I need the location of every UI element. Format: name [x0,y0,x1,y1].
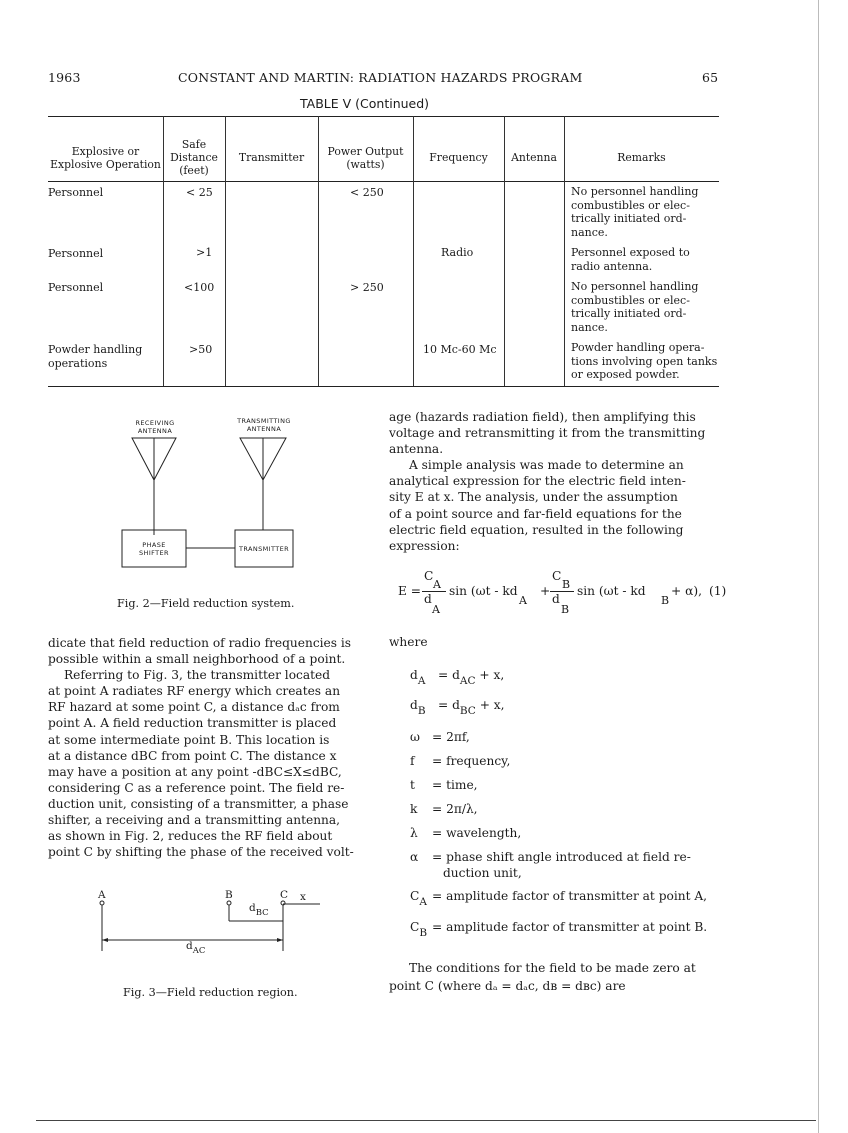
definition-lambda: λ = wavelength, [410,826,522,840]
cell-remarks: Personnel exposed to radio antenna. [571,246,690,273]
field-reduction-region-diagram [90,895,330,955]
right-scan-edge [818,0,819,1133]
eq-term2: sin (ωt - kd [577,584,646,598]
definition-k: k = 2π/λ, [410,802,478,816]
table-row [48,281,103,295]
header-frequency: Frequency [429,151,488,164]
cell-power: > 250 [350,281,384,294]
table-header-rule [48,181,719,182]
cell-distance: >50 [189,343,213,356]
definition-alpha-continued: duction unit, [443,866,522,880]
eq-number: (1) [709,584,727,598]
table-row [48,186,103,200]
header-power: Power Output (watts) [327,145,404,171]
right-column-text: age (hazards radiation field), then amplifying this voltage and retransmitting it from the transmitting antenna. A simple analysis was made to determine an analytical expression for the electric field inten- sity E at x. The analysis, under the assumption of a point source and far-field equations for the electric field equation, resulted in the following expression: [389,410,706,553]
running-title: CONSTANT AND MARTIN: RADIATION HAZARDS PROGRAM [178,70,583,85]
point-b-label: B [225,889,233,901]
definition-c-a: CA = amplitude factor of transmitter at point A, [410,889,708,908]
phase-shifter-label: PHASE SHIFTER [139,541,169,557]
cell-distance: <100 [184,281,215,294]
d-bc-label: $d_{BC}$ [249,902,269,918]
eq-db-sub: B [561,603,570,616]
cell-remarks: No personnel handling combustibles or elec- trically initiated ord- nance. [571,280,699,334]
cell-distance: >1 [196,246,213,259]
transmitting-antenna-label: TRANSMITTING ANTENNA [237,417,291,433]
eq-plus: + [540,584,551,598]
table-row [48,343,142,370]
header-transmitter: Transmitter [238,151,305,164]
point-c-label: C [280,889,289,901]
cell-power: < 250 [350,186,384,199]
where-label: where [389,635,428,649]
eq-da: d [424,592,432,606]
page-year: 1963 [48,70,81,85]
table-top-rule [48,116,719,117]
closing-text: The conditions for the field to be made zero at point C (where dₐ = dₐc, dʙ = dʙc) are [389,961,696,994]
x-label: x [300,891,306,903]
header-operation: Explosive or Explosive Operation [50,145,161,171]
eq-cb: C [552,569,562,583]
header-distance: Safe Distance (feet) [170,138,218,177]
cell-remarks: Powder handling opera- tions involving open tanks or exposed powder. [571,341,718,382]
eq-term1-sub: A [519,594,527,607]
page-number: 65 [702,70,719,85]
eq-db: d [552,592,560,606]
table-row [48,247,103,261]
eq-lhs: E = [398,584,421,598]
transmitter-label: TRANSMITTER [238,545,290,553]
cell-distance: < 25 [186,186,213,199]
eq-term2-sub: B [661,594,670,607]
definition-c-b: CB = amplitude factor of transmitter at point B. [410,920,708,939]
cell-remarks: No personnel handling combustibles or elec- trically initiated ord- nance. [571,185,699,239]
eq-ca: C [424,569,434,583]
header-antenna: Antenna [511,151,557,164]
definition-f: f = frequency, [410,754,511,768]
eq-term1: sin (ωt - kd [449,584,518,598]
eq-ca-sub: A [433,578,441,591]
definition-t: t = time, [410,778,478,792]
definition-alpha: α = phase shift angle introduced at field re- [410,850,691,864]
cell-operation: Personnel [48,247,104,260]
table-title: TABLE V (Continued) [300,96,430,111]
receiving-antenna-label: RECEIVING ANTENNA [135,419,175,435]
cell-operation: Personnel [48,186,104,199]
eq-cb-sub: B [562,578,571,591]
left-column-text: dicate that field reduction of radio frequencies is possible within a small neighborhood of a point. Referring to Fig. 3, the transmitter located at point A radiates RF energy which creates an RF hazard at some point C, a distance dₐc from point A. A field reduction transmitter is placed at some intermediate point B. This location is at a distance dBC from point C. The distance x may have a position at any point -dBC≤X≤dBC, considering C as a reference point. The field re- duction unit, consisting of a transmitter, a phase shifter, a receiving and a transmitting antenna, as shown in Fig. 2, reduces the RF field about point C by shifting the phase of the received volt- [48,636,354,860]
bottom-scan-rule [36,1120,816,1121]
cell-operation: operations [48,356,108,370]
cell-operation: Personnel [48,281,104,294]
d-ac-label: $d_{AC}$ [186,940,206,956]
figure-3-caption: Fig. 3—Field reduction region. [123,986,298,999]
definition-d-a: dA = dAC + x, [410,668,505,687]
eq-da-sub: A [432,603,440,616]
definition-d-b: dB = dBC + x, [410,698,505,717]
header-remarks: Remarks [617,151,666,164]
definition-omega: ω = 2πf, [410,730,470,744]
eq-term2-end: + α), [671,584,702,598]
table-bottom-rule [48,386,719,387]
cell-frequency: Radio [441,246,474,259]
cell-frequency: 10 Mc-60 Mc [423,343,497,356]
cell-operation: Powder handling [48,343,143,356]
figure-2-caption: Fig. 2—Field reduction system. [117,597,295,610]
point-a-label: A [98,889,106,901]
